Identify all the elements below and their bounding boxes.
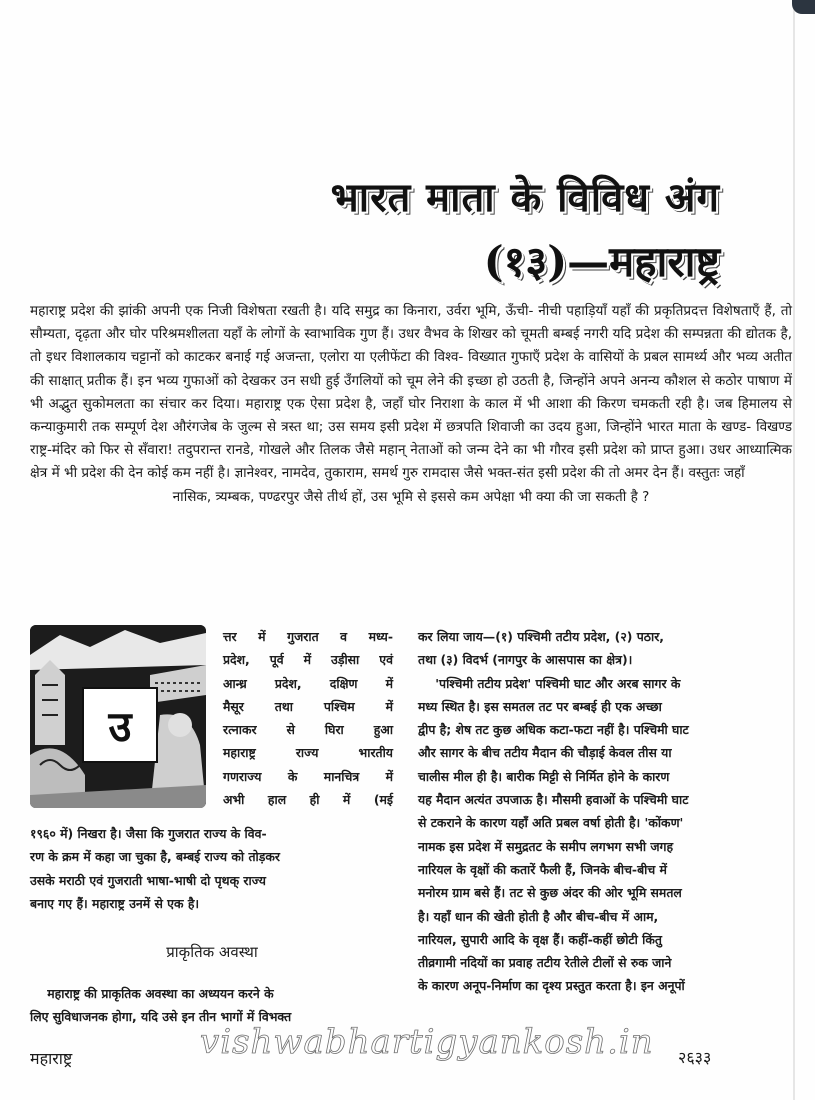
intro-paragraph [30,300,792,509]
text-line: नारियल, सुपारी आदि के वृक्ष हैं। कहीं-कहीं छोटी किंतु [418,931,662,947]
text-line: और सागर के बीच तटीय मैदान की चौड़ाई केवल तीस या [418,745,672,761]
column1-beside-image [223,625,393,811]
intro-line: के काल में भी आशा की किरण चमकती रही है। जब हिमालय से कन्याकुमारी तक सम्पूर्ण देश औरंगजेब के [30,395,793,436]
text-line: कर लिया जाय—(१) पश्चिमी तटीय प्रदेश, (२) पठार, [418,629,664,644]
page-title: भारत माता के विविध अंग [330,174,720,221]
intro-line: को देखकर उन सधी हुई उँगलियों को चूम लेने की इच्छा हो उठती है, जिन्होंने अपने अनन्य कौशल से कठोर [223,372,743,389]
text-line: से टकराने के कारण यहाँ अति प्रबल वर्षा होती है। 'कोंकण' [418,815,684,831]
running-footer: महाराष्ट्र [30,1049,73,1068]
intro-line: जुल्म से त्रस्त था; उस समय इसी प्रदेश में छत्रपति शिवाजी का उदय हुआ, जिन्होंने भारत माता के खण्ड- [237,419,752,436]
text-line: नारियल के वृक्षों की कतारें फैली हैं, जिनके बीच-बीच में [418,861,667,877]
text-line: तीव्रगामी नदियों का प्रवाह तटीय रेतीले टीलों से रुक जाने [418,955,672,971]
intro-line: पाषाण में भी अद्भुत सुकोमलता का संचार कर दिया। महाराष्ट्र एक ऐसा प्रदेश है, जहाँ घोर निराशा [30,372,793,412]
text-line: त्तर में गुजरात व मध्य- [223,629,393,644]
decorated-initial-illustration-icon [30,625,206,808]
text-line: है। यहाँ धान की खेती होती है और बीच-बीच में आम, [418,908,659,924]
text-line: यह मैदान अत्यंत उपजाऊ है। मौसमी हवाओं के पश्चिमी घाट [418,792,689,808]
dropcap: उ [82,687,158,763]
text-line: 'पश्चिमी तटीय प्रदेश' पश्चिमी घाट और अरब सागर के [418,675,681,691]
text-line: नामक इस प्रदेश में समुद्रतट के समीप लगभग सभी जगह [418,838,674,854]
text-line: महाराष्ट्र की प्राकृतिक अवस्था का अध्ययन करने के [30,986,274,1001]
text-line: रत्नाकर से घिरा हुआ [223,722,393,738]
text-line: मैसूर तथा पश्चिम में [223,698,393,714]
intro-line: महाराष्ट्र प्रदेश की झांकी अपनी एक निजी विशेषता रखती है। यदि समुद्र का किनारा, उर्वरा भूमि, ऊँची- [30,303,534,319]
text-line: १९६० में) निखरा है। जैसा कि गुजरात राज्य के विव- [30,826,267,841]
column2 [418,625,790,998]
text-line: द्वीप है; शेष तट कुछ अधिक कटा-फटा नहीं है। पश्चिमी घाट [418,722,689,738]
intro-line: नीची पहाड़ियाँ यहाँ की प्रकृतिप्रदत्त विशेषताएँ हैं, तो सौम्यता, दृढ़ता और घोर परिश्रमशीलता यहाँ के [30,303,793,343]
page-number: २६३३ [678,1048,712,1067]
intro-line: द्योतक है, तो इधर विशालकाय चट्टानों को काटकर बनाई गई अजन्ता, एलोरा या एलीफेंटा की विश्व- [30,326,793,366]
intro-line: विखण्ड राष्ट्र-मंदिर को फिर से सँवारा! तदुपरान्त रानडे, गोखले और तिलक जैसे महान् नेताओं को जन्म देने [30,419,793,459]
text-line: तथा (३) विदर्भ (नागपुर के आसपास का क्षेत्र)। [418,652,633,668]
text-line: के कारण अनूप-निर्माण का दृश्य प्रस्तुत करता है। इन अनूपों [418,978,685,994]
section-heading: प्राकृतिक अवस्था [166,943,258,961]
page-subtitle: (१३)—महाराष्ट्र [483,237,720,286]
intro-line: विख्यात गुफाएँ प्रदेश के वासियों के प्रबल सामर्थ्य और भव्य अतीत की साक्षात् प्रतीक हैं। इन भव्य गुफाओं [30,349,792,389]
text-line: रण के क्रम में कहा जा चुका है, बम्बई राज्य को तोड़कर [30,849,280,865]
column1-below-image [30,822,394,915]
page-edge [793,0,795,1100]
text-line: चालीस मील ही है। बारीक मिट्टी से निर्मित होने के कारण [418,768,670,784]
intro-line: का भी गौरव इसी प्रदेश को प्राप्त हुआ। उधर आध्यात्मिक क्षेत्र में भी प्रदेश की देन कोई कम नहीं है। [30,442,792,482]
intro-line: ज्ञानेश्वर, नामदेव, तुकाराम, समर्थ गुरु रामदास जैसे भक्त-संत इसी प्रदेश की तो अमर देन हैं। वस्तुतः जहाँ [234,465,745,482]
intro-line: नासिक, त्र्यम्बक, पण्ढरपुर जैसे तीर्थ हों, उस भूमि से इससे कम अपेक्षा भी क्या की जा सकती है ? [172,488,650,505]
text-line: मनोरम ग्राम बसे हैं। तट से कुछ अंदर की ओर भूमि समतल [418,885,682,901]
watermark: vishwabhartigyankosh.in [200,1022,654,1062]
text-line: गणराज्य के मानचित्र में [223,768,393,784]
text-line: बनाए गए हैं। महाराष्ट्र उनमें से एक है। [30,895,200,911]
text-line: अभी हाल ही में (मई [223,792,393,808]
book-corner [792,0,815,14]
text-line: मध्य स्थित है। इस समतल तट पर बम्बई ही एक अच्छा [418,698,662,714]
text-line: प्रदेश, पूर्व में उड़ीसा एवं [223,652,393,668]
text-line: लिए सुविधाजनक होगा, यदि उसे इन तीन भागों में विभक्त [30,1009,292,1025]
intro-line: लोगों के स्वाभाविक गुण हैं। उधर वैभव के शिखर को चूमती बम्बई नगरी यदि प्रदेश की सम्पन्नता की [261,326,742,343]
text-line: उसके मराठी एवं गुजराती भाषा-भाषी दो पृथक् राज्य [30,872,266,888]
text-line: महाराष्ट्र राज्य भारतीय [223,745,393,761]
text-line: आन्ध्र प्रदेश, दक्षिण में [223,675,393,691]
